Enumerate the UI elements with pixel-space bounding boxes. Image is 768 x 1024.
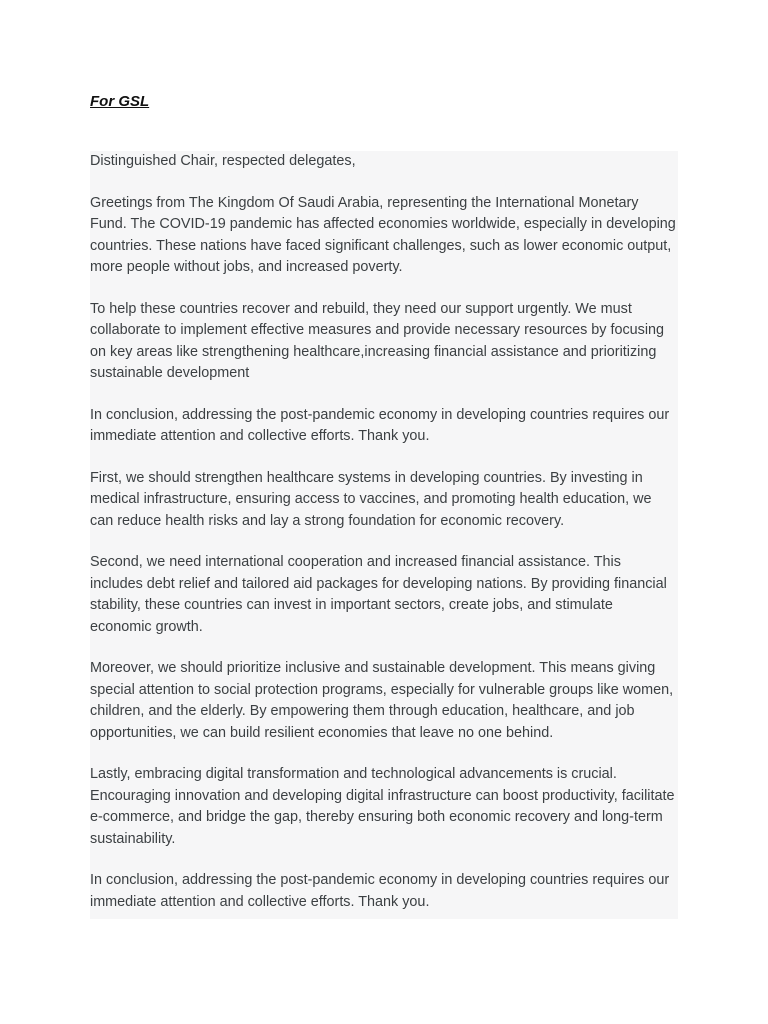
financial-assistance-paragraph: Second, we need international cooperation and increased financial assistance. This includes debt relief and tailored aid packages for developing nations. By providing financial stability, these countries can invest in important sectors, create jobs, and stimulate economic growth. bbox=[90, 554, 667, 635]
digital-transformation-paragraph: Lastly, embracing digital transformation and technological advancements is crucial. Encouraging innovation and developing digital infrastructure can boost productivity, facilitate e-commerce, and bridge the gap, thereby ensuring both economic recovery and long-term sustainability. bbox=[90, 766, 675, 847]
document-body bbox=[90, 151, 678, 919]
support-paragraph: To help these countries recover and rebuild, they need our support urgently. We must collaborate to implement effective measures and provide necessary resources by focusing on key areas like strengthening healthcare,increasing financial assistance and prioritizing sustainable development bbox=[90, 300, 665, 381]
conclusion-paragraph-1: In conclusion, addressing the post-pandemic economy in developing countries requires our immediate attention and collective efforts. Thank you. bbox=[90, 406, 670, 444]
salutation-paragraph: Distinguished Chair, respected delegates, bbox=[90, 153, 356, 169]
greeting-paragraph: Greetings from The Kingdom Of Saudi Arabia, representing the International Monetary Fund. The COVID-19 pandemic has affected economies worldwide, especially in developing countries. These nations have faced significant challenges, such as lower economic output, more people without jobs, and increased poverty. bbox=[90, 194, 676, 275]
inclusive-development-paragraph: Moreover, we should prioritize inclusive and sustainable development. This means giving special attention to social protection programs, especially for vulnerable groups like women, children, and the elderly. By empowering them through education, healthcare, and job opportunities, we can build resilient economies that leave no one behind. bbox=[90, 660, 674, 741]
healthcare-paragraph: First, we should strengthen healthcare systems in developing countries. By investing in medical infrastructure, ensuring access to vaccines, and promoting health education, we can reduce health risks and lay a strong foundation for economic recovery. bbox=[90, 469, 652, 529]
document-heading: For GSL bbox=[90, 93, 150, 110]
conclusion-paragraph-2: In conclusion, addressing the post-pandemic economy in developing countries requires our immediate attention and collective efforts. Thank you. bbox=[90, 872, 670, 910]
